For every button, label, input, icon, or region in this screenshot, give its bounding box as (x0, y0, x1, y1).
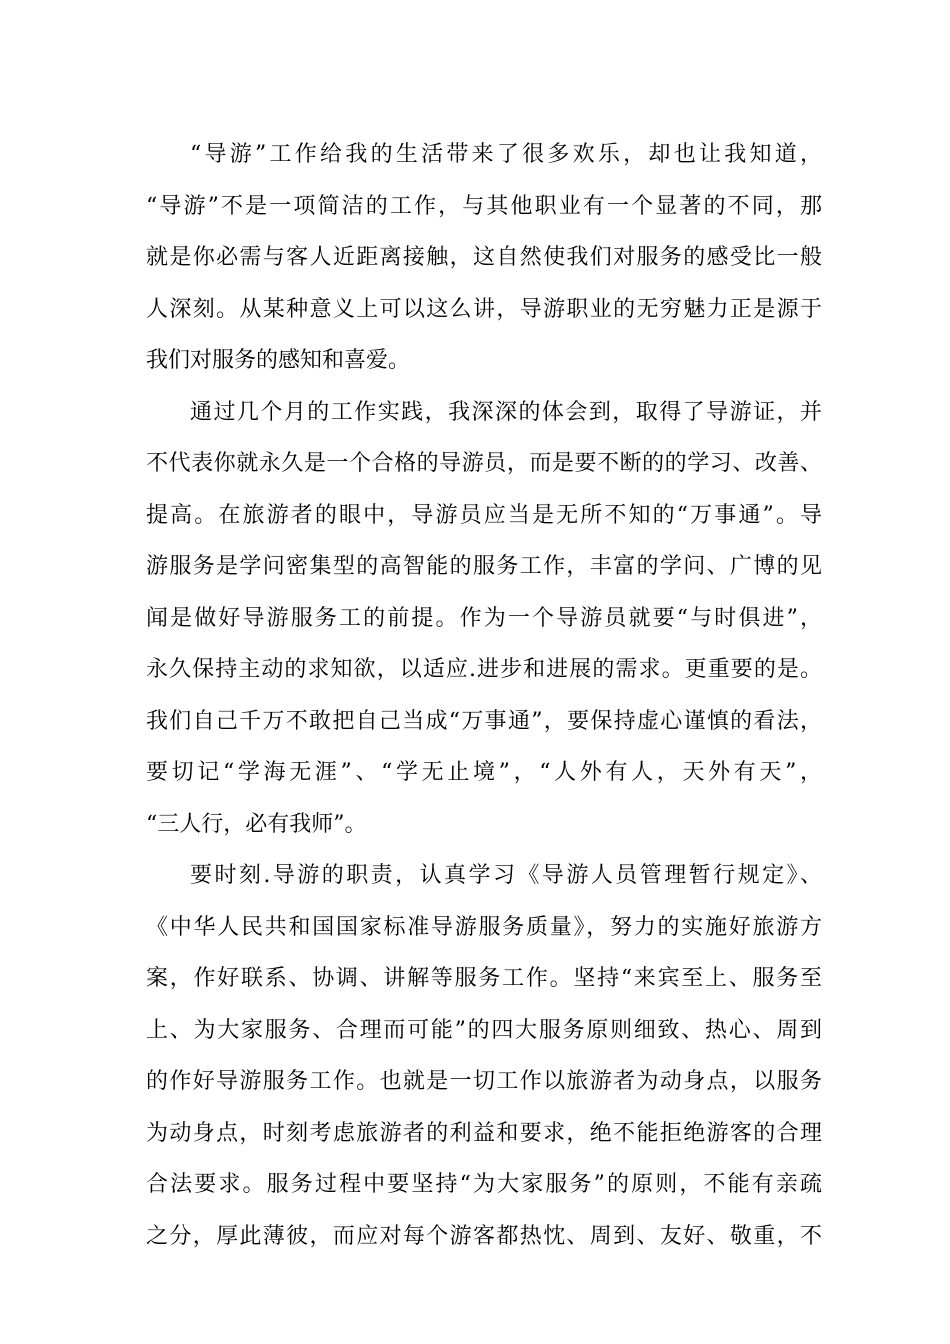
paragraph-2-line-8: 要切记“学海无涯”、“学无止境”，“人外有人，天外有天”， (146, 760, 822, 785)
paragraph-3-line-7: 合法要求。服务过程中要坚持“为大家服务”的原则，不能有亲疏 (146, 1172, 822, 1197)
paragraph-2-line-2: 不代表你就永久是一个合格的导游员，而是要不断的的学习、改善、 (146, 451, 822, 476)
paragraph-2-line-6: 永久保持主动的求知欲，以适应.进步和进展的需求。更重要的是。 (146, 657, 822, 682)
paragraph-3-line-1: 要时刻.导游的职责，认真学习《导游人员管理暂行规定》、 (190, 863, 822, 888)
paragraph-1-line-1: “导游”工作给我的生活带来了很多欢乐，却也让我知道， (190, 142, 822, 167)
paragraph-3-line-3: 案，作好联系、协调、讲解等服务工作。坚持“来宾至上、服务至 (146, 966, 822, 991)
paragraph-3-line-4: 上、为大家服务、合理而可能”的四大服务原则细致、热心、周到 (146, 1017, 822, 1043)
paragraph-1-line-2: “导游”不是一项简洁的工作，与其他职业有一个显著的不同，那 (146, 193, 822, 219)
paragraph-2-line-5: 闻是做好导游服务工的前提。作为一个导游员就要“与时俱进”， (146, 605, 822, 631)
paragraph-3-line-2: 《中华人民共和国国家标准导游服务质量》，努力的实施好旅游方 (146, 914, 822, 940)
paragraph-2-line-3: 提高。在旅游者的眼中，导游员应当是无所不知的“万事通”。导 (146, 502, 822, 528)
paragraph-2-line-7: 我们自己千万不敢把自己当成“万事通”，要保持虚心谨慎的看法， (146, 708, 822, 734)
paragraph-2-line-9: “三人行，必有我师”。 (146, 811, 367, 837)
paragraph-3-line-5: 的作好导游服务工作。也就是一切工作以旅游者为动身点，以服务 (146, 1069, 822, 1094)
paragraph-1-line-5: 我们对服务的感知和喜爱。 (146, 348, 411, 373)
paragraph-2-line-4: 游服务是学问密集型的高智能的服务工作，丰富的学问、广博的见 (146, 554, 822, 579)
paragraph-1-line-3: 就是你必需与客人近距离接触，这自然使我们对服务的感受比一般 (146, 245, 822, 270)
paragraph-2-line-1: 通过几个月的工作实践，我深深的体会到，取得了导游证，并 (190, 399, 822, 425)
document-body (146, 129, 822, 1262)
paragraph-3-line-6: 为动身点，时刻考虑旅游者的利益和要求，绝不能拒绝游客的合理 (146, 1120, 822, 1146)
paragraph-1-line-4: 人深刻。从某种意义上可以这么讲，导游职业的无穷魅力正是源于 (146, 296, 822, 322)
paragraph-3-line-8: 之分，厚此薄彼，而应对每个游客都热忱、周到、友好、敬重，不 (146, 1223, 822, 1249)
